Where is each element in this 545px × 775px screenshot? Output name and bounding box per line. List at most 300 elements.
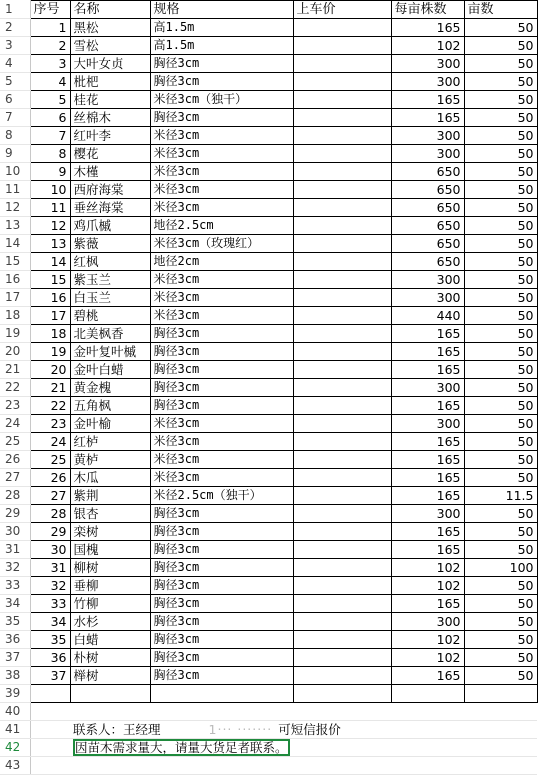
cell-mu[interactable]: 50 (464, 667, 537, 685)
cell-per-mu[interactable]: 650 (391, 163, 464, 181)
cell-name[interactable]: 紫薇 (70, 235, 150, 253)
cell-no[interactable]: 37 (30, 667, 70, 685)
blank-row (0, 703, 537, 721)
cell-price[interactable] (293, 649, 391, 667)
cell-no[interactable]: 30 (30, 541, 70, 559)
cell-no[interactable]: 34 (30, 613, 70, 631)
cell-name[interactable]: 金叶白蜡 (70, 361, 150, 379)
blurred-phone: 1‧‧‧ ‧‧‧‧‧‧‧ (208, 722, 273, 737)
cell-spec[interactable]: 高1.5m (150, 19, 293, 37)
cell-per-mu[interactable]: 165 (391, 487, 464, 505)
cell-per-mu[interactable]: 165 (391, 523, 464, 541)
cell-price[interactable] (293, 235, 391, 253)
cell-price[interactable] (293, 343, 391, 361)
cell-per-mu[interactable]: 650 (391, 253, 464, 271)
cell-per-mu[interactable]: 165 (391, 91, 464, 109)
cell-mu[interactable]: 50 (464, 451, 537, 469)
contact-row (0, 721, 537, 739)
table-row (0, 289, 537, 307)
cell-spec[interactable]: 米径3cm（玫瑰红） (150, 235, 293, 253)
table-row (0, 235, 537, 253)
cell-per-mu[interactable]: 300 (391, 271, 464, 289)
cell-mu[interactable]: 50 (464, 163, 537, 181)
cell-spec[interactable]: 胸径3cm (150, 325, 293, 343)
row-number: 18 (0, 307, 30, 325)
cell-per-mu[interactable]: 650 (391, 199, 464, 217)
cell-price[interactable] (293, 37, 391, 55)
cell-name[interactable]: 国槐 (70, 541, 150, 559)
cell-price[interactable] (293, 361, 391, 379)
cell-spec[interactable]: 胸径3cm (150, 595, 293, 613)
cell-mu[interactable]: 50 (464, 469, 537, 487)
cell-no[interactable]: 21 (30, 379, 70, 397)
cell-price[interactable] (293, 469, 391, 487)
row-number: 35 (0, 613, 30, 631)
cell-no[interactable]: 10 (30, 181, 70, 199)
table-row (0, 541, 537, 559)
row-number: 3 (0, 37, 30, 55)
cell-spec[interactable]: 胸径3cm (150, 541, 293, 559)
row-number: 22 (0, 379, 30, 397)
cell-per-mu[interactable]: 300 (391, 379, 464, 397)
cell-name[interactable]: 竹柳 (70, 595, 150, 613)
table-row (0, 307, 537, 325)
cell-spec[interactable]: 米径3cm (150, 163, 293, 181)
cell-no[interactable]: 1 (30, 19, 70, 37)
table-row (0, 559, 537, 577)
row-number: 5 (0, 73, 30, 91)
cell-spec[interactable]: 米径3cm (150, 433, 293, 451)
cell-spec[interactable]: 地径2.5cm (150, 217, 293, 235)
cell-mu[interactable]: 50 (464, 397, 537, 415)
cell-no[interactable]: 24 (30, 433, 70, 451)
col-header-mu[interactable]: 亩数 (464, 1, 537, 19)
cell-price[interactable] (293, 271, 391, 289)
cell-per-mu[interactable]: 165 (391, 541, 464, 559)
cell-per-mu[interactable]: 102 (391, 577, 464, 595)
cell-spec[interactable]: 胸径3cm (150, 379, 293, 397)
cell-per-mu[interactable]: 300 (391, 613, 464, 631)
cell-spec[interactable]: 胸径3cm (150, 613, 293, 631)
cell-name[interactable]: 紫荆 (70, 487, 150, 505)
cell-per-mu[interactable]: 165 (391, 469, 464, 487)
cell-price[interactable] (293, 217, 391, 235)
empty-cell[interactable] (293, 685, 391, 703)
cell-price[interactable] (293, 91, 391, 109)
cell-mu[interactable]: 50 (464, 343, 537, 361)
cell-no[interactable]: 16 (30, 289, 70, 307)
cell-name[interactable]: 银杏 (70, 505, 150, 523)
cell-no[interactable]: 19 (30, 343, 70, 361)
header-row (0, 1, 537, 19)
cell-no[interactable]: 32 (30, 577, 70, 595)
table-row (0, 397, 537, 415)
cell-no[interactable]: 9 (30, 163, 70, 181)
col-header-spec[interactable]: 规格 (150, 1, 293, 19)
cell-no[interactable]: 23 (30, 415, 70, 433)
cell-per-mu[interactable]: 300 (391, 415, 464, 433)
table-row (0, 109, 537, 127)
cell-per-mu[interactable]: 300 (391, 145, 464, 163)
cell-no[interactable]: 20 (30, 361, 70, 379)
cell-name[interactable]: 金叶榆 (70, 415, 150, 433)
cell-price[interactable] (293, 55, 391, 73)
cell-name[interactable]: 木槿 (70, 163, 150, 181)
cell-mu[interactable]: 50 (464, 631, 537, 649)
cell-per-mu[interactable]: 650 (391, 181, 464, 199)
cell-price[interactable] (293, 397, 391, 415)
cell-no[interactable]: 11 (30, 199, 70, 217)
cell-spec[interactable]: 米径3cm (150, 289, 293, 307)
cell-mu[interactable]: 50 (464, 199, 537, 217)
table-row (0, 667, 537, 685)
row-number: 37 (0, 649, 30, 667)
cell-name[interactable]: 垂丝海棠 (70, 199, 150, 217)
cell-mu[interactable]: 50 (464, 613, 537, 631)
cell-name[interactable]: 鸡爪槭 (70, 217, 150, 235)
table-row (0, 217, 537, 235)
table-row (0, 451, 537, 469)
row-number: 8 (0, 127, 30, 145)
table-row (0, 523, 537, 541)
cell-mu[interactable]: 50 (464, 181, 537, 199)
cell-no[interactable]: 15 (30, 271, 70, 289)
cell-price[interactable] (293, 19, 391, 37)
cell-no[interactable]: 26 (30, 469, 70, 487)
cell-no[interactable]: 4 (30, 73, 70, 91)
cell-no[interactable]: 28 (30, 505, 70, 523)
cell-mu[interactable]: 50 (464, 577, 537, 595)
cell-per-mu[interactable]: 165 (391, 397, 464, 415)
cell-mu[interactable]: 50 (464, 73, 537, 91)
contact-cell[interactable] (70, 721, 537, 739)
cell-mu[interactable]: 11.5 (464, 487, 537, 505)
cell-name[interactable]: 大叶女贞 (70, 55, 150, 73)
cell-no[interactable]: 12 (30, 217, 70, 235)
row-number: 23 (0, 397, 30, 415)
cell-price[interactable] (293, 559, 391, 577)
cell-per-mu[interactable]: 102 (391, 37, 464, 55)
cell-mu[interactable]: 50 (464, 415, 537, 433)
empty-cell[interactable] (464, 685, 537, 703)
cell-price[interactable] (293, 253, 391, 271)
row-number: 4 (0, 55, 30, 73)
cell-spec[interactable]: 胸径3cm (150, 73, 293, 91)
cell-spec[interactable]: 米径3cm (150, 271, 293, 289)
cell-per-mu[interactable]: 300 (391, 505, 464, 523)
cell-spec[interactable]: 米径2.5cm（独干） (150, 487, 293, 505)
cell-spec[interactable]: 米径3cm (150, 451, 293, 469)
row-number: 34 (0, 595, 30, 613)
cell-per-mu[interactable]: 300 (391, 289, 464, 307)
cell-no[interactable]: 33 (30, 595, 70, 613)
row-number: 16 (0, 271, 30, 289)
cell-name[interactable]: 紫玉兰 (70, 271, 150, 289)
cell-mu[interactable]: 50 (464, 19, 537, 37)
cell-price[interactable] (293, 181, 391, 199)
cell-price[interactable] (293, 595, 391, 613)
cell-mu[interactable]: 50 (464, 433, 537, 451)
cell-spec[interactable]: 胸径3cm (150, 577, 293, 595)
cell-per-mu[interactable]: 165 (391, 19, 464, 37)
cell-price[interactable] (293, 667, 391, 685)
blank-row (0, 757, 537, 775)
cell-name[interactable]: 柳树 (70, 559, 150, 577)
cell-spec[interactable]: 米径3cm (150, 415, 293, 433)
cell-no[interactable]: 31 (30, 559, 70, 577)
cell-per-mu[interactable]: 165 (391, 325, 464, 343)
cell-mu[interactable]: 50 (464, 361, 537, 379)
table-row (0, 361, 537, 379)
blank-cell[interactable] (30, 757, 537, 775)
empty-cell[interactable] (391, 685, 464, 703)
cell-price[interactable] (293, 487, 391, 505)
note-cell[interactable] (70, 739, 537, 757)
cell-per-mu[interactable]: 300 (391, 73, 464, 91)
cell-no[interactable]: 14 (30, 253, 70, 271)
cell-per-mu[interactable]: 165 (391, 109, 464, 127)
cell-name[interactable]: 樱花 (70, 145, 150, 163)
blank-cell[interactable] (30, 739, 70, 757)
blank-cell[interactable] (30, 703, 537, 721)
table-row (0, 379, 537, 397)
cell-price[interactable] (293, 325, 391, 343)
cell-mu[interactable]: 50 (464, 127, 537, 145)
row-number: 1 (0, 1, 30, 19)
cell-name[interactable]: 碧桃 (70, 307, 150, 325)
cell-mu[interactable]: 50 (464, 235, 537, 253)
table-row (0, 649, 537, 667)
cell-name[interactable]: 红枫 (70, 253, 150, 271)
cell-spec[interactable]: 高1.5m (150, 37, 293, 55)
row-number: 13 (0, 217, 30, 235)
cell-name[interactable]: 红栌 (70, 433, 150, 451)
cell-price[interactable] (293, 433, 391, 451)
table-row (0, 415, 537, 433)
col-header-per-mu[interactable]: 每亩株数 (391, 1, 464, 19)
cell-mu[interactable]: 50 (464, 55, 537, 73)
cell-name[interactable]: 丝棉木 (70, 109, 150, 127)
cell-per-mu[interactable]: 300 (391, 55, 464, 73)
table-row (0, 325, 537, 343)
table-row (0, 505, 537, 523)
cell-spec[interactable]: 胸径3cm (150, 361, 293, 379)
table-row (0, 19, 537, 37)
cell-name[interactable]: 五角枫 (70, 397, 150, 415)
cell-spec[interactable]: 胸径3cm (150, 505, 293, 523)
cell-per-mu[interactable]: 165 (391, 343, 464, 361)
cell-name[interactable]: 木瓜 (70, 469, 150, 487)
row-number: 39 (0, 685, 30, 703)
blank-cell[interactable] (30, 721, 70, 739)
cell-mu[interactable]: 50 (464, 307, 537, 325)
cell-spec[interactable]: 胸径3cm (150, 55, 293, 73)
cell-no[interactable]: 13 (30, 235, 70, 253)
cell-mu[interactable]: 50 (464, 649, 537, 667)
cell-name[interactable]: 雪松 (70, 37, 150, 55)
row-number: 11 (0, 181, 30, 199)
cell-no[interactable]: 5 (30, 91, 70, 109)
row-number: 41 (0, 721, 30, 739)
cell-price[interactable] (293, 109, 391, 127)
cell-price[interactable] (293, 379, 391, 397)
cell-price[interactable] (293, 613, 391, 631)
row-number: 36 (0, 631, 30, 649)
cell-no[interactable]: 6 (30, 109, 70, 127)
row-number: 9 (0, 145, 30, 163)
table-row (0, 271, 537, 289)
table-row (0, 145, 537, 163)
table-row (0, 127, 537, 145)
cell-price[interactable] (293, 541, 391, 559)
cell-name[interactable]: 朴树 (70, 649, 150, 667)
cell-mu[interactable]: 50 (464, 37, 537, 55)
cell-price[interactable] (293, 289, 391, 307)
cell-price[interactable] (293, 145, 391, 163)
cell-price[interactable] (293, 451, 391, 469)
cell-spec[interactable]: 胸径3cm (150, 649, 293, 667)
cell-spec[interactable]: 胸径3cm (150, 667, 293, 685)
row-number: 33 (0, 577, 30, 595)
cell-spec[interactable]: 米径3cm（独干） (150, 91, 293, 109)
cell-no[interactable]: 2 (30, 37, 70, 55)
col-header-name[interactable]: 名称 (70, 1, 150, 19)
sms-quote-text: 可短信报价 (278, 722, 341, 737)
cell-spec[interactable]: 胸径3cm (150, 109, 293, 127)
cell-mu[interactable]: 50 (464, 145, 537, 163)
cell-spec[interactable]: 地径2cm (150, 253, 293, 271)
cell-spec[interactable]: 米径3cm (150, 199, 293, 217)
cell-name[interactable]: 北美枫香 (70, 325, 150, 343)
cell-price[interactable] (293, 631, 391, 649)
cell-no[interactable]: 29 (30, 523, 70, 541)
cell-mu[interactable]: 50 (464, 253, 537, 271)
cell-mu[interactable]: 50 (464, 289, 537, 307)
table-row (0, 433, 537, 451)
cell-mu[interactable]: 50 (464, 541, 537, 559)
cell-name[interactable]: 白玉兰 (70, 289, 150, 307)
row-number: 2 (0, 19, 30, 37)
cell-price[interactable] (293, 307, 391, 325)
cell-name[interactable]: 黑松 (70, 19, 150, 37)
cell-per-mu[interactable]: 650 (391, 217, 464, 235)
cell-price[interactable] (293, 199, 391, 217)
empty-cell[interactable] (150, 685, 293, 703)
col-header-price[interactable]: 上车价 (293, 1, 391, 19)
cell-price[interactable] (293, 127, 391, 145)
cell-name[interactable]: 白蜡 (70, 631, 150, 649)
cell-mu[interactable]: 50 (464, 217, 537, 235)
cell-price[interactable] (293, 505, 391, 523)
cell-per-mu[interactable]: 440 (391, 307, 464, 325)
cell-per-mu[interactable]: 102 (391, 649, 464, 667)
cell-name[interactable]: 垂柳 (70, 577, 150, 595)
col-header-no[interactable]: 序号 (30, 1, 70, 19)
row-number: 40 (0, 703, 30, 721)
cell-name[interactable]: 水杉 (70, 613, 150, 631)
cell-per-mu[interactable]: 165 (391, 595, 464, 613)
cell-mu[interactable]: 50 (464, 91, 537, 109)
empty-cell[interactable] (70, 685, 150, 703)
cell-no[interactable]: 7 (30, 127, 70, 145)
cell-name[interactable]: 金叶复叶槭 (70, 343, 150, 361)
cell-spec[interactable]: 米径3cm (150, 469, 293, 487)
cell-no[interactable]: 27 (30, 487, 70, 505)
cell-mu[interactable]: 50 (464, 379, 537, 397)
cell-no[interactable]: 18 (30, 325, 70, 343)
cell-no[interactable]: 36 (30, 649, 70, 667)
table-row (0, 199, 537, 217)
table-row (0, 343, 537, 361)
cell-name[interactable]: 榉树 (70, 667, 150, 685)
cell-mu[interactable]: 100 (464, 559, 537, 577)
cell-name[interactable]: 西府海棠 (70, 181, 150, 199)
cell-spec[interactable]: 胸径3cm (150, 523, 293, 541)
row-number: 6 (0, 91, 30, 109)
cell-no[interactable]: 25 (30, 451, 70, 469)
row-number: 30 (0, 523, 30, 541)
cell-no[interactable]: 17 (30, 307, 70, 325)
cell-spec[interactable]: 胸径3cm (150, 397, 293, 415)
cell-per-mu[interactable]: 165 (391, 451, 464, 469)
cell-per-mu[interactable]: 165 (391, 667, 464, 685)
cell-name[interactable]: 黄金槐 (70, 379, 150, 397)
cell-no[interactable]: 3 (30, 55, 70, 73)
cell-mu[interactable]: 50 (464, 109, 537, 127)
cell-no[interactable]: 35 (30, 631, 70, 649)
cell-price[interactable] (293, 415, 391, 433)
cell-name[interactable]: 黄栌 (70, 451, 150, 469)
cell-spec[interactable]: 米径3cm (150, 145, 293, 163)
cell-per-mu[interactable]: 165 (391, 361, 464, 379)
cell-mu[interactable]: 50 (464, 325, 537, 343)
row-number: 32 (0, 559, 30, 577)
cell-price[interactable] (293, 73, 391, 91)
table-row (0, 163, 537, 181)
empty-cell[interactable] (30, 685, 70, 703)
cell-price[interactable] (293, 163, 391, 181)
cell-name[interactable]: 栾树 (70, 523, 150, 541)
cell-mu[interactable]: 50 (464, 271, 537, 289)
table-row (0, 487, 537, 505)
cell-price[interactable] (293, 577, 391, 595)
table-row (0, 55, 537, 73)
cell-name[interactable]: 枇杷 (70, 73, 150, 91)
cell-mu[interactable]: 50 (464, 505, 537, 523)
cell-mu[interactable]: 50 (464, 523, 537, 541)
cell-spec[interactable]: 胸径3cm (150, 631, 293, 649)
cell-per-mu[interactable]: 650 (391, 235, 464, 253)
cell-per-mu[interactable]: 102 (391, 631, 464, 649)
cell-spec[interactable]: 胸径3cm (150, 559, 293, 577)
cell-name[interactable]: 红叶李 (70, 127, 150, 145)
cell-spec[interactable]: 米径3cm (150, 127, 293, 145)
cell-per-mu[interactable]: 102 (391, 559, 464, 577)
cell-name[interactable]: 桂花 (70, 91, 150, 109)
note-row (0, 739, 537, 757)
row-number: 28 (0, 487, 30, 505)
cell-spec[interactable]: 米径3cm (150, 181, 293, 199)
cell-spec[interactable]: 米径3cm (150, 307, 293, 325)
table-row (0, 73, 537, 91)
cell-mu[interactable]: 50 (464, 595, 537, 613)
cell-per-mu[interactable]: 165 (391, 433, 464, 451)
cell-no[interactable]: 8 (30, 145, 70, 163)
cell-no[interactable]: 22 (30, 397, 70, 415)
cell-per-mu[interactable]: 300 (391, 127, 464, 145)
cell-price[interactable] (293, 523, 391, 541)
cell-spec[interactable]: 胸径3cm (150, 343, 293, 361)
